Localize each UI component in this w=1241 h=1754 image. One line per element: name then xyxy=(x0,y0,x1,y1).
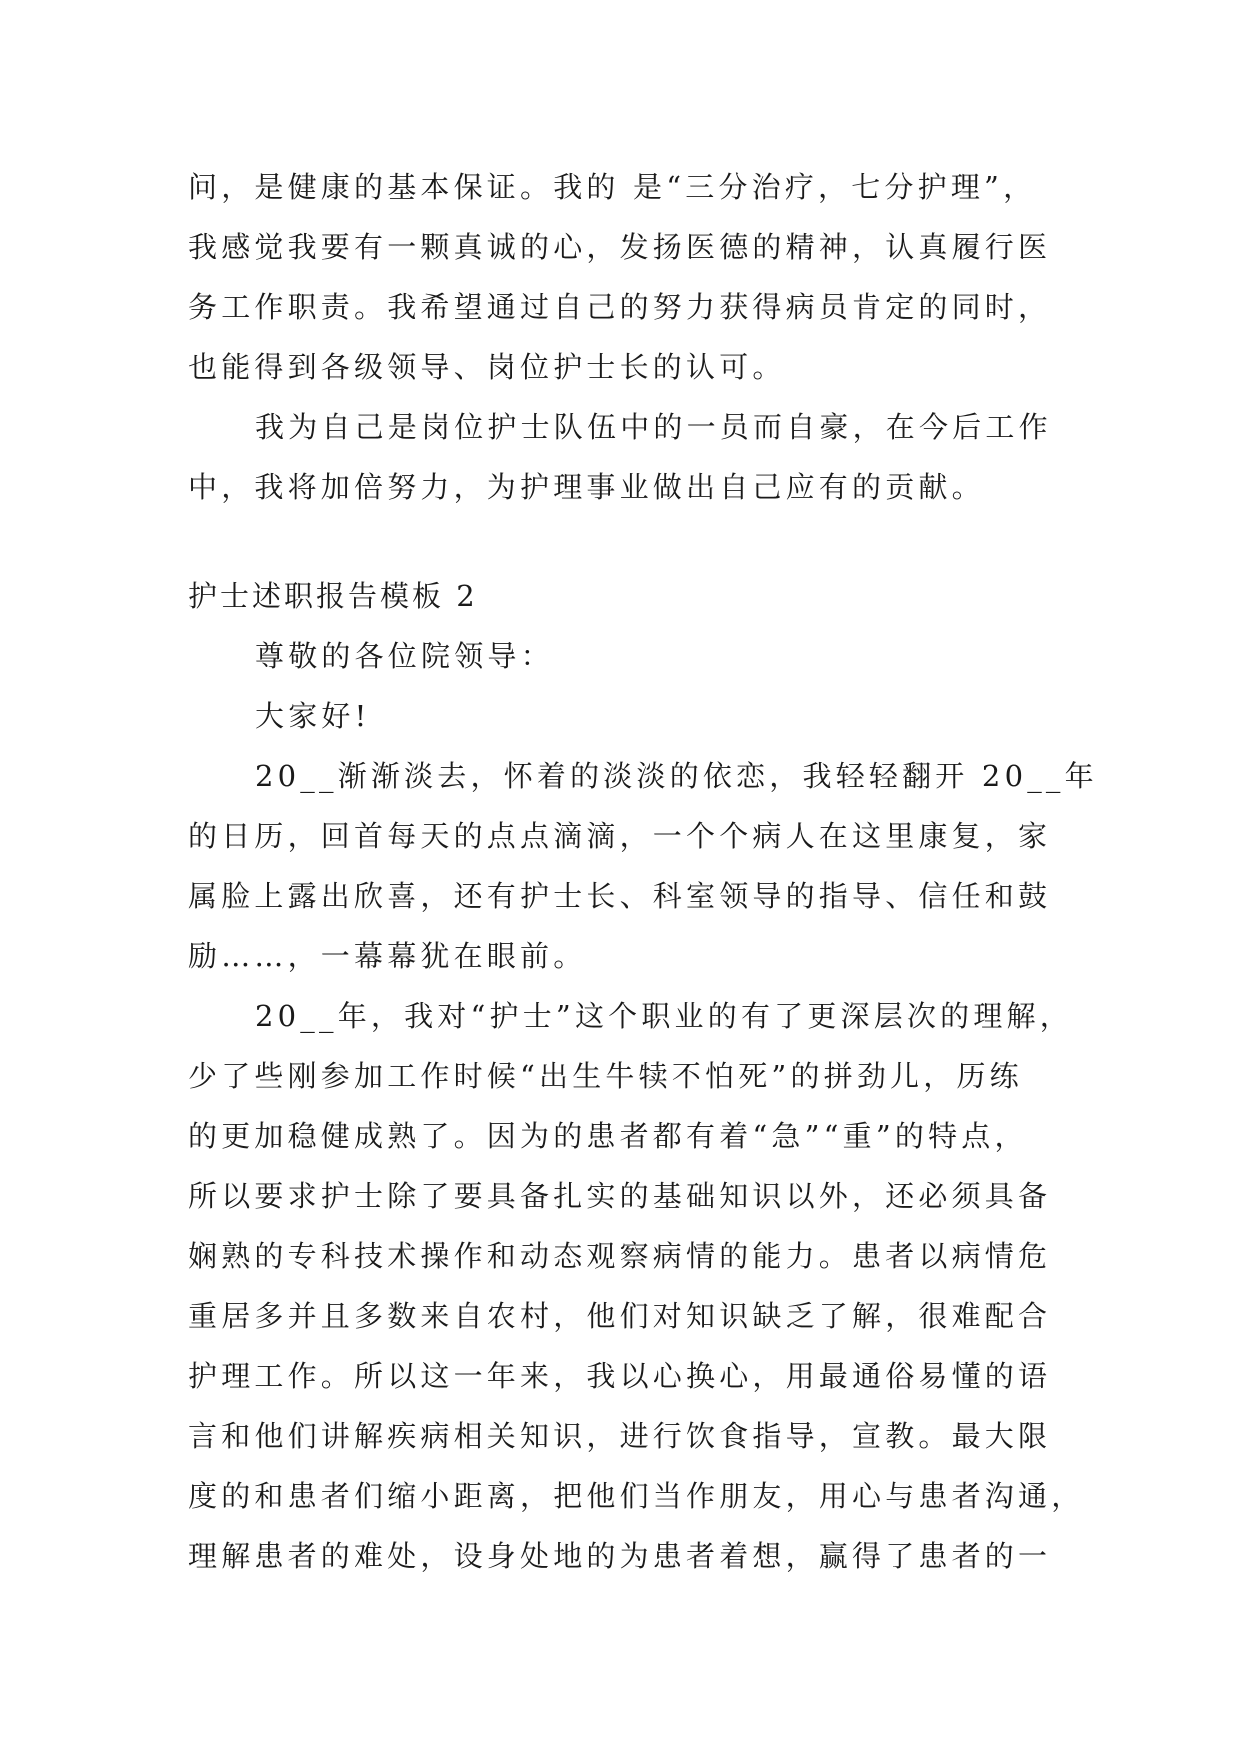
para4-line-10: 理解患者的难处，设身处地的为患者着想，赢得了患者的一 xyxy=(188,1539,1052,1573)
section-title: 护士述职报告模板 2 xyxy=(188,579,478,613)
para3-line-1: 20__渐渐淡去，怀着的淡淡的依恋，我轻轻翻开 20__年 xyxy=(255,759,1098,793)
para4-line-1: 20__年，我对“护士”这个职业的有了更深层次的理解， xyxy=(255,999,1073,1033)
para1-line-1: 问，是健康的基本保证。我的 是“三分治疗，七分护理”， xyxy=(188,170,1037,204)
para4-line-8: 言和他们讲解疾病相关知识，进行饮食指导，宣教。最大限 xyxy=(188,1419,1052,1453)
para4-line-7: 护理工作。所以这一年来，我以心换心，用最通俗易懂的语 xyxy=(188,1359,1052,1393)
para4-line-2: 少了些刚参加工作时候“出生牛犊不怕死”的拼劲儿，历练 xyxy=(188,1059,1023,1093)
para3-line-3: 属脸上露出欣喜，还有护士长、科室领导的指导、信任和鼓 xyxy=(188,879,1052,913)
para1-line-3: 务工作职责。我希望通过自己的努力获得病员肯定的同时， xyxy=(188,290,1052,324)
para4-line-6: 重居多并且多数来自农村，他们对知识缺乏了解，很难配合 xyxy=(188,1299,1052,1333)
para4-line-9: 度的和患者们缩小距离，把他们当作朋友，用心与患者沟通， xyxy=(188,1479,1085,1513)
para3-line-4: 励……，一幕幕犹在眼前。 xyxy=(188,939,587,973)
para1-line-4: 也能得到各级领导、岗位护士长的认可。 xyxy=(188,350,786,384)
greeting: 大家好! xyxy=(255,699,371,733)
para1-line-2: 我感觉我要有一颗真诚的心，发扬医德的精神，认真履行医 xyxy=(188,230,1052,264)
para2-line-2: 中，我将加倍努力，为护理事业做出自己应有的贡献。 xyxy=(188,470,985,504)
para4-line-5: 娴熟的专科技术操作和动态观察病情的能力。患者以病情危 xyxy=(188,1239,1052,1273)
salutation: 尊敬的各位院领导： xyxy=(255,639,554,673)
para2-line-1: 我为自己是岗位护士队伍中的一员而自豪，在今后工作 xyxy=(255,410,1052,444)
para3-line-2: 的日历，回首每天的点点滴滴，一个个病人在这里康复，家 xyxy=(188,819,1052,853)
para4-line-4: 所以要求护士除了要具备扎实的基础知识以外，还必须具备 xyxy=(188,1179,1052,1213)
para4-line-3: 的更加稳健成熟了。因为的患者都有着“急”“重”的特点， xyxy=(188,1119,1028,1153)
